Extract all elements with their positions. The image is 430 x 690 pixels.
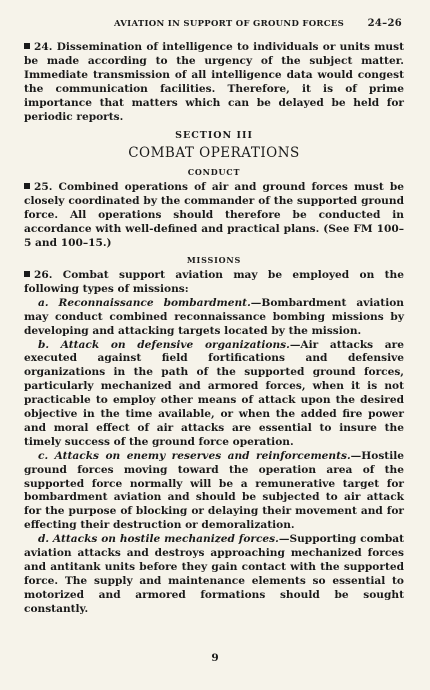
subparagraph-a	[24, 297, 404, 339]
subparagraph-c-title: c. Attacks on enemy reserves and reinforcements.	[38, 449, 351, 462]
bullet-icon	[24, 43, 30, 49]
paragraph-26	[24, 269, 404, 297]
subparagraph-a-title: a. Reconnaissance bombardment.	[38, 296, 251, 309]
paragraph-26-text: 26. Combat support aviation may be employed on the following types of missions:	[24, 268, 404, 295]
subparagraph-a-text: —Bombardment aviation may conduct combined reconnaissance bombing missions by developing and attacking targets located by the mission.	[24, 296, 404, 337]
subparagraph-c-text: —Hostile ground forces moving toward the operation area of the supported force normally will be a remunerative target for bombardment aviation and should be subjected to air attack for the purpose of blocking or delaying their movement and for effecting their destruction or demoralization.	[24, 449, 404, 532]
paragraph-25-text: 25. Combined operations of air and ground forces must be closely coordinated by the commander of the supported ground force. All operations should therefore be conducted in accordance with well-defined and practical plans. (See FM 100–5 and 100–15.)	[24, 181, 404, 250]
section-label: SECTION III	[175, 130, 253, 142]
bullet-icon	[24, 271, 30, 277]
bullet-icon	[24, 183, 30, 189]
paragraph-range: 24–26	[367, 18, 402, 29]
subparagraph-b	[24, 339, 404, 450]
subparagraph-d-title: d. Attacks on hostile mechanized forces.	[38, 533, 279, 546]
section-title: COMBAT OPERATIONS	[128, 145, 300, 162]
running-header	[24, 18, 404, 29]
running-title: AVIATION IN SUPPORT OF GROUND FORCES	[114, 19, 345, 29]
paragraph-24	[24, 41, 404, 124]
page-number: 9	[211, 652, 219, 664]
missions-heading: MISSIONS	[186, 254, 242, 265]
subparagraph-d-text: —Supporting combat aviation attacks and destroys approaching mechanized forces and antitank units before they gain contact with the supported force. The supply and maintenance elements so essential to motorized and armored formations should be sought constantly.	[24, 533, 405, 615]
conduct-heading: CONDUCT	[187, 167, 241, 178]
paragraph-25	[24, 181, 404, 251]
subparagraph-b-title: b. Attack on defensive organizations.	[38, 338, 290, 351]
subparagraph-c	[24, 450, 404, 533]
paragraph-24-text: 24. Dissemination of intelligence to individuals or units must be made according to the urgency of the subject matter. Immediate transmission of all intelligence data would congest the communication facilities. Therefore, it is of prime importance that matters which can be delayed be held for periodic reports.	[24, 41, 404, 123]
subparagraph-d	[24, 533, 404, 616]
subparagraph-b-text: —Air attacks are executed against field fortifications and defensive organizations in the path of the supported ground forces, particularly mechanized and armored forces, when it is not practicable to employ other means of attack upon the desired objective in the time available, or when the added fire power and moral effect of air attacks are essential to insure the timely success of the ground force operation.	[24, 338, 404, 448]
